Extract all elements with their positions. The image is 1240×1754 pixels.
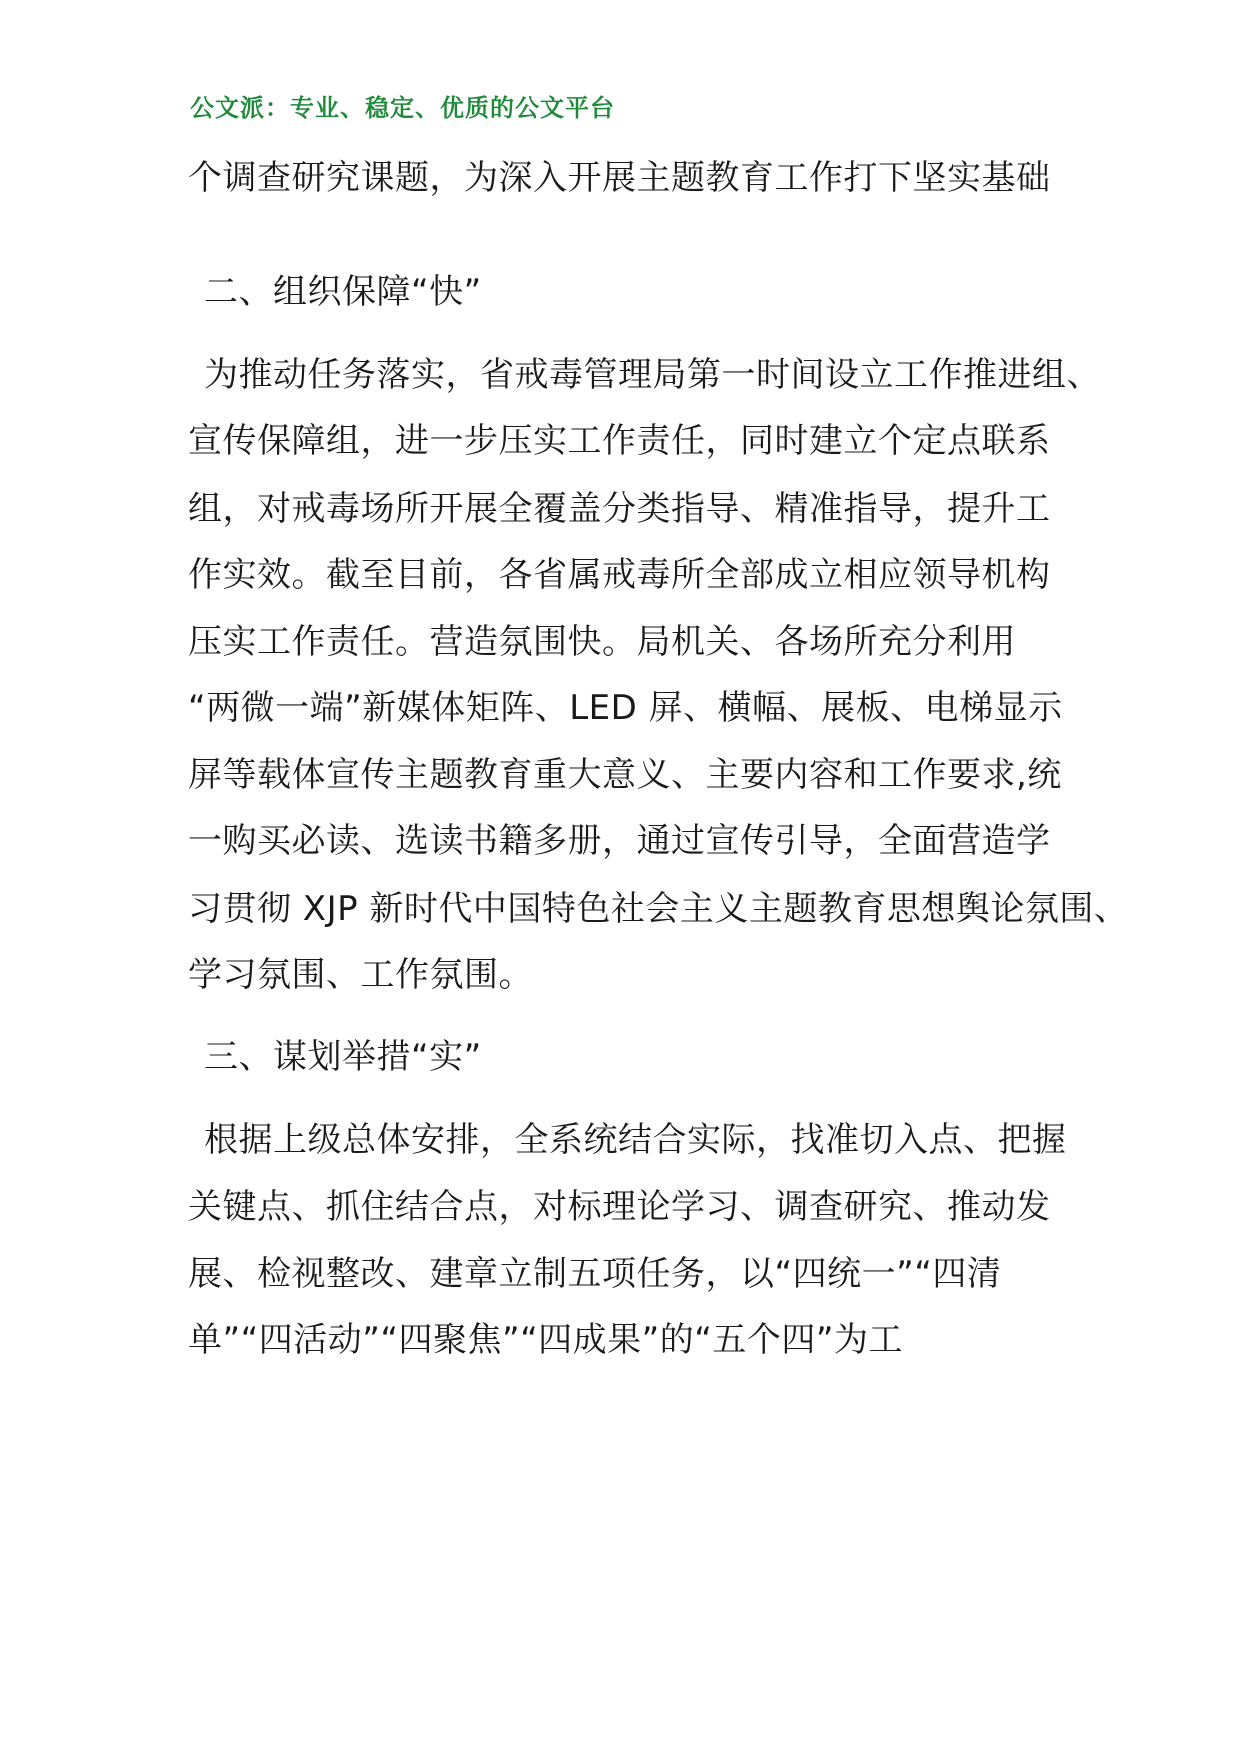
body-line: 压实工作责任。营造氛围快。局机关、各场所充分利用 (188, 622, 1016, 662)
body-line: 根据上级总体安排，全系统结合实际，找准切入点、把握 (204, 1120, 1067, 1160)
section-heading: 三、谋划举措“实” (204, 1037, 482, 1077)
body-line: 单”“四活动”“四聚焦”“四成果”的“五个四”为工 (188, 1320, 904, 1360)
body-line: 展、检视整改、建章立制五项任务，以“四统一”“四清 (188, 1254, 1002, 1294)
body-line: “两微一端”新媒体矩阵、LED 屏、横幅、展板、电梯显示 (188, 688, 1063, 728)
body-line: 组，对戒毒场所开展全覆盖分类指导、精准指导，提升工 (188, 489, 1051, 529)
body-line: 学习氛围、工作氛围。 (188, 955, 533, 995)
section-heading: 二、组织保障“快” (204, 272, 482, 312)
body-line: 个调查研究课题，为深入开展主题教育工作打下坚实基础 (188, 158, 1051, 198)
body-line: 关键点、抓住结合点，对标理论学习、调查研究、推动发 (188, 1187, 1051, 1227)
header-banner: 公文派：专业、稳定、优质的公文平台 (190, 94, 615, 122)
body-line: 习贯彻 XJP 新时代中国特色社会主义主题教育思想舆论氛围、 (188, 889, 1129, 929)
body-line: 屏等载体宣传主题教育重大意义、主要内容和工作要求,统 (188, 755, 1062, 795)
body-line: 一购买必读、选读书籍多册，通过宣传引导，全面营造学 (188, 821, 1051, 861)
body-line: 为推动任务落实，省戒毒管理局第一时间设立工作推进组、 (204, 355, 1101, 395)
body-line: 宣传保障组，进一步压实工作责任，同时建立个定点联系 (188, 421, 1051, 461)
body-line: 作实效。截至目前，各省属戒毒所全部成立相应领导机构 (188, 555, 1051, 595)
